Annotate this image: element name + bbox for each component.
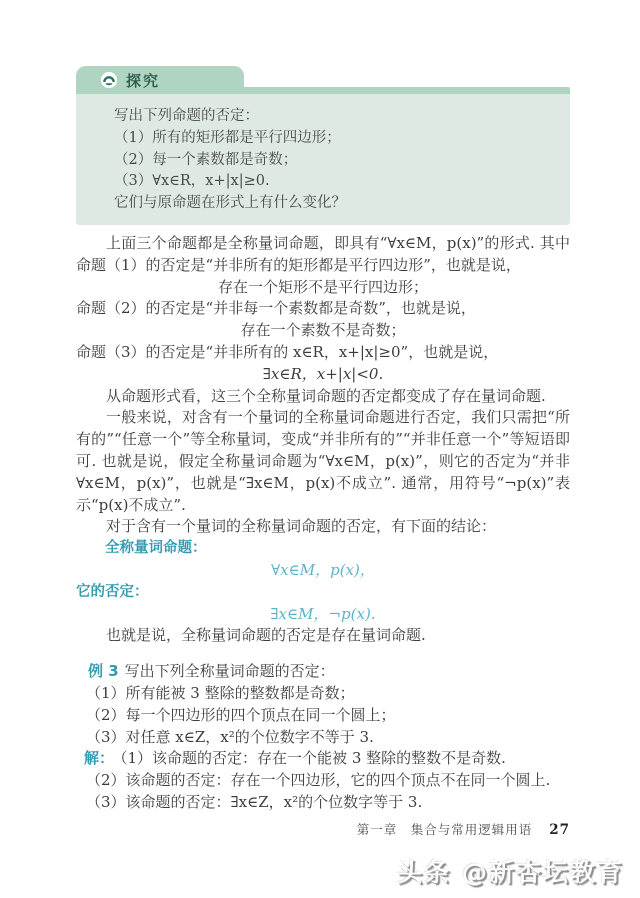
body-text xyxy=(76,233,570,814)
text-line: ∀x∈M，p(x)， xyxy=(271,560,375,579)
explore-content xyxy=(76,87,570,225)
explore-icon xyxy=(100,71,118,89)
text-line: 它的否定： xyxy=(76,583,149,600)
text-line: ∃x∈M，¬p(x). xyxy=(270,604,376,623)
text-line: 命题（2）的否定是“并非每一个素数都是奇数”，也就是说， xyxy=(76,299,476,318)
explore-box xyxy=(76,66,570,225)
example-section xyxy=(76,661,570,814)
example-line: （3）对任意 x∈Z，x²的个位数字不等于 3. xyxy=(86,727,374,746)
highlight-prefix: 解： xyxy=(84,749,115,768)
example-line: （1）所有能被 3 整除的整数都是奇数； xyxy=(86,683,355,702)
body-paragraphs xyxy=(76,233,570,647)
text-line: ∃x∈R，x+|x|<0. xyxy=(262,364,384,383)
text-line: 存在一个素数不是奇数； xyxy=(240,321,406,340)
text-line: 也就是说，全称量词命题的否定是存在量词命题. xyxy=(106,626,426,645)
explore-line: 写出下列命题的否定： xyxy=(114,108,259,124)
example-line: （2）该命题的否定：存在一个四边形，它的四个顶点不在同一个圆上. xyxy=(86,771,551,790)
explore-tab xyxy=(76,66,244,94)
explore-line: （2）每一个素数都是奇数； xyxy=(114,151,298,168)
explore-line: （1）所有的矩形都是平行四边形； xyxy=(114,129,341,146)
page-footer xyxy=(357,820,570,838)
example-line: （3）该命题的否定：∃x∈Z，x²的个位数字等于 3. xyxy=(86,792,423,811)
example-line: 解： （1）该命题的否定：存在一个能被 3 整除的整数不是奇数. xyxy=(84,749,506,768)
example-line: （2）每一个四边形的四个顶点在同一个圆上； xyxy=(86,705,396,724)
example-line: 例 3 写出下列全称量词命题的否定： xyxy=(88,662,335,681)
text-line: 对于含有一个量词的全称量词命题的否定，有下面的结论： xyxy=(106,517,497,536)
page-number: 27 xyxy=(549,822,570,838)
chapter-title: 第一章 集合与常用逻辑用语 xyxy=(356,822,533,837)
text-line: 从命题形式看，这三个全称量词命题的否定都变成了存在量词命题. xyxy=(106,386,546,405)
text-line: 存在一个矩形不是平行四边形； xyxy=(217,277,428,296)
text-line: 上面三个命题都是全称量词命题，即具有“∀x∈M，p(x)”的形式. 其中命题（1）的否定是“并非所有的矩形都是平行四边形”，也就是说， xyxy=(76,234,570,274)
watermark: 头条 @新杏坛教育 xyxy=(397,858,624,887)
text-line: 命题（3）的否定是“并非所有的 x∈R，x+|x|≥0”，也就是说， xyxy=(76,342,499,361)
text-line: 全称量词命题： xyxy=(105,540,207,557)
explore-line: 它们与原命题在形式上有什么变化？ xyxy=(114,195,346,212)
text-line: 一般来说，对含有一个量词的全称量词命题进行否定，我们只需把“所有的”“任意一个”等全称量词，变成“并非所有的”“并非任意一个”等短语即可. 也就是说，假定全称量词命题为“∀x∈M，p(x)”，则它的否定为“并非 ∀x∈M，p(x)”，也就是“∃x∈M，p(x)不成立”. 通常，用符号“¬p(x)”表示“p(x)不成立”. xyxy=(76,408,570,514)
explore-tab-label: 探究 xyxy=(126,71,161,90)
explore-line: （3）∀x∈R，x+|x|≥0. xyxy=(114,173,270,190)
highlight-prefix: 例 3 xyxy=(88,662,119,681)
